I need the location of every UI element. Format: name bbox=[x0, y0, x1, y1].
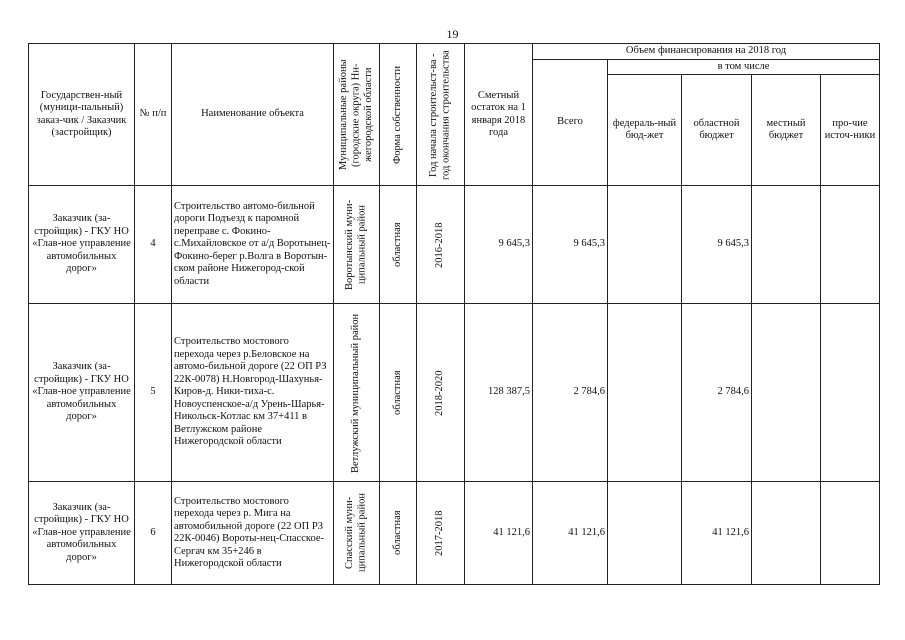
row-years: 2017-2018 bbox=[434, 510, 446, 556]
row-other bbox=[821, 482, 880, 585]
row-total: 41 121,6 bbox=[533, 482, 608, 585]
row-federal bbox=[608, 482, 682, 585]
row-years-cell bbox=[417, 482, 465, 585]
row-regional: 41 121,6 bbox=[682, 482, 752, 585]
row-total: 2 784,6 bbox=[533, 304, 608, 482]
row-local bbox=[752, 186, 821, 304]
header-ownership-cell bbox=[380, 44, 417, 186]
row-ownership: областная bbox=[391, 370, 403, 415]
header-customer: Государствен-ный (муници-пальный) заказ-чик / Заказчик (застройщик) bbox=[29, 44, 135, 186]
row-years: 2018-2020 bbox=[434, 369, 446, 416]
header-ownership: Форма собственности bbox=[391, 65, 403, 164]
row-customer: Заказчик (за-стройщик) - ГКУ НО «Глав-ное управление автомобильных дорог» bbox=[29, 304, 135, 482]
header-municipality-cell bbox=[334, 44, 380, 186]
row-estimate: 128 387,5 bbox=[465, 304, 533, 482]
row-estimate: 9 645,3 bbox=[465, 186, 533, 304]
row-number: 4 bbox=[135, 186, 172, 304]
header-financing-title: Объем финансирования на 2018 год bbox=[533, 44, 880, 60]
row-municipality: Ветлужский муниципальный район bbox=[350, 312, 362, 473]
header-local: местный бюджет bbox=[752, 75, 821, 186]
row-years: 2016-2018 bbox=[434, 221, 446, 268]
row-federal bbox=[608, 186, 682, 304]
row-ownership-cell bbox=[380, 482, 417, 585]
row-other bbox=[821, 304, 880, 482]
header-other: про-чие источ-ники bbox=[821, 75, 880, 186]
row-ownership-cell bbox=[380, 304, 417, 482]
table-row bbox=[29, 304, 880, 482]
table-row bbox=[29, 482, 880, 585]
header-object-name: Наименование объекта bbox=[172, 44, 334, 186]
header-including: в том числе bbox=[608, 59, 880, 75]
header-years: Год начала строительст-ва - год окончания строительства bbox=[428, 49, 452, 180]
row-municipality: Воротынский муни-ципальный район bbox=[344, 199, 368, 290]
row-object: Строительство автомо-бильной дороги Подъезд к паромной переправе с. Фокино-с.Михайловское от а/д Воротынец-Фокино-берег р.Волга в Воротын-ском районе Нижегород-ской области bbox=[172, 186, 334, 304]
row-object: Строительство мостового перехода через р. Мига на автомобильной дороге (22 ОП РЗ 22К-0046) Вороты-нец-Спасское-Сергач км 35+246 в Нижегородской области bbox=[172, 482, 334, 585]
row-federal bbox=[608, 304, 682, 482]
row-object: Строительство мостового перехода через р.Беловское на автомо-бильной дороге (22 ОП РЗ 22К-0078) Н.Новгород-Шахунья-Киров-д. Ники-тиха-с. Новоуспенское-а/д Урень-Шарья-Никольск-Котлас км 37+411 в Ветлужском районе Нижегородской области bbox=[172, 304, 334, 482]
page-number: 19 bbox=[446, 27, 459, 41]
row-customer: Заказчик (за-стройщик) - ГКУ НО «Глав-ное управление автомобильных дорог» bbox=[29, 482, 135, 585]
row-regional: 2 784,6 bbox=[682, 304, 752, 482]
row-years-cell bbox=[417, 186, 465, 304]
row-years-cell bbox=[417, 304, 465, 482]
row-local bbox=[752, 482, 821, 585]
header-estimate: Сметный остаток на 1 января 2018 года bbox=[465, 44, 533, 186]
header-number: № п/п bbox=[135, 44, 172, 186]
row-number: 5 bbox=[135, 304, 172, 482]
financing-table bbox=[28, 43, 880, 585]
row-ownership: областная bbox=[391, 510, 403, 556]
row-local bbox=[752, 304, 821, 482]
row-regional: 9 645,3 bbox=[682, 186, 752, 304]
row-other bbox=[821, 186, 880, 304]
row-municipality-cell bbox=[334, 304, 380, 482]
row-customer: Заказчик (за-стройщик) - ГКУ НО «Глав-ное управление автомобильных дорог» bbox=[29, 186, 135, 304]
row-municipality-cell bbox=[334, 482, 380, 585]
row-number: 6 bbox=[135, 482, 172, 585]
table-row bbox=[29, 186, 880, 304]
row-total: 9 645,3 bbox=[533, 186, 608, 304]
header-municipality: Муниципальные районы (городские округа) Ни-жегородской области bbox=[337, 59, 374, 170]
row-municipality: Спасский муни-ципальный район bbox=[344, 493, 368, 573]
row-ownership-cell bbox=[380, 186, 417, 304]
header-total: Всего bbox=[533, 59, 608, 186]
header-regional: областной бюджет bbox=[682, 75, 752, 186]
row-ownership: областная bbox=[391, 222, 403, 267]
header-years-cell bbox=[417, 44, 465, 186]
row-municipality-cell bbox=[334, 186, 380, 304]
header-federal: федераль-ный бюд-жет bbox=[608, 75, 682, 186]
row-estimate: 41 121,6 bbox=[465, 482, 533, 585]
